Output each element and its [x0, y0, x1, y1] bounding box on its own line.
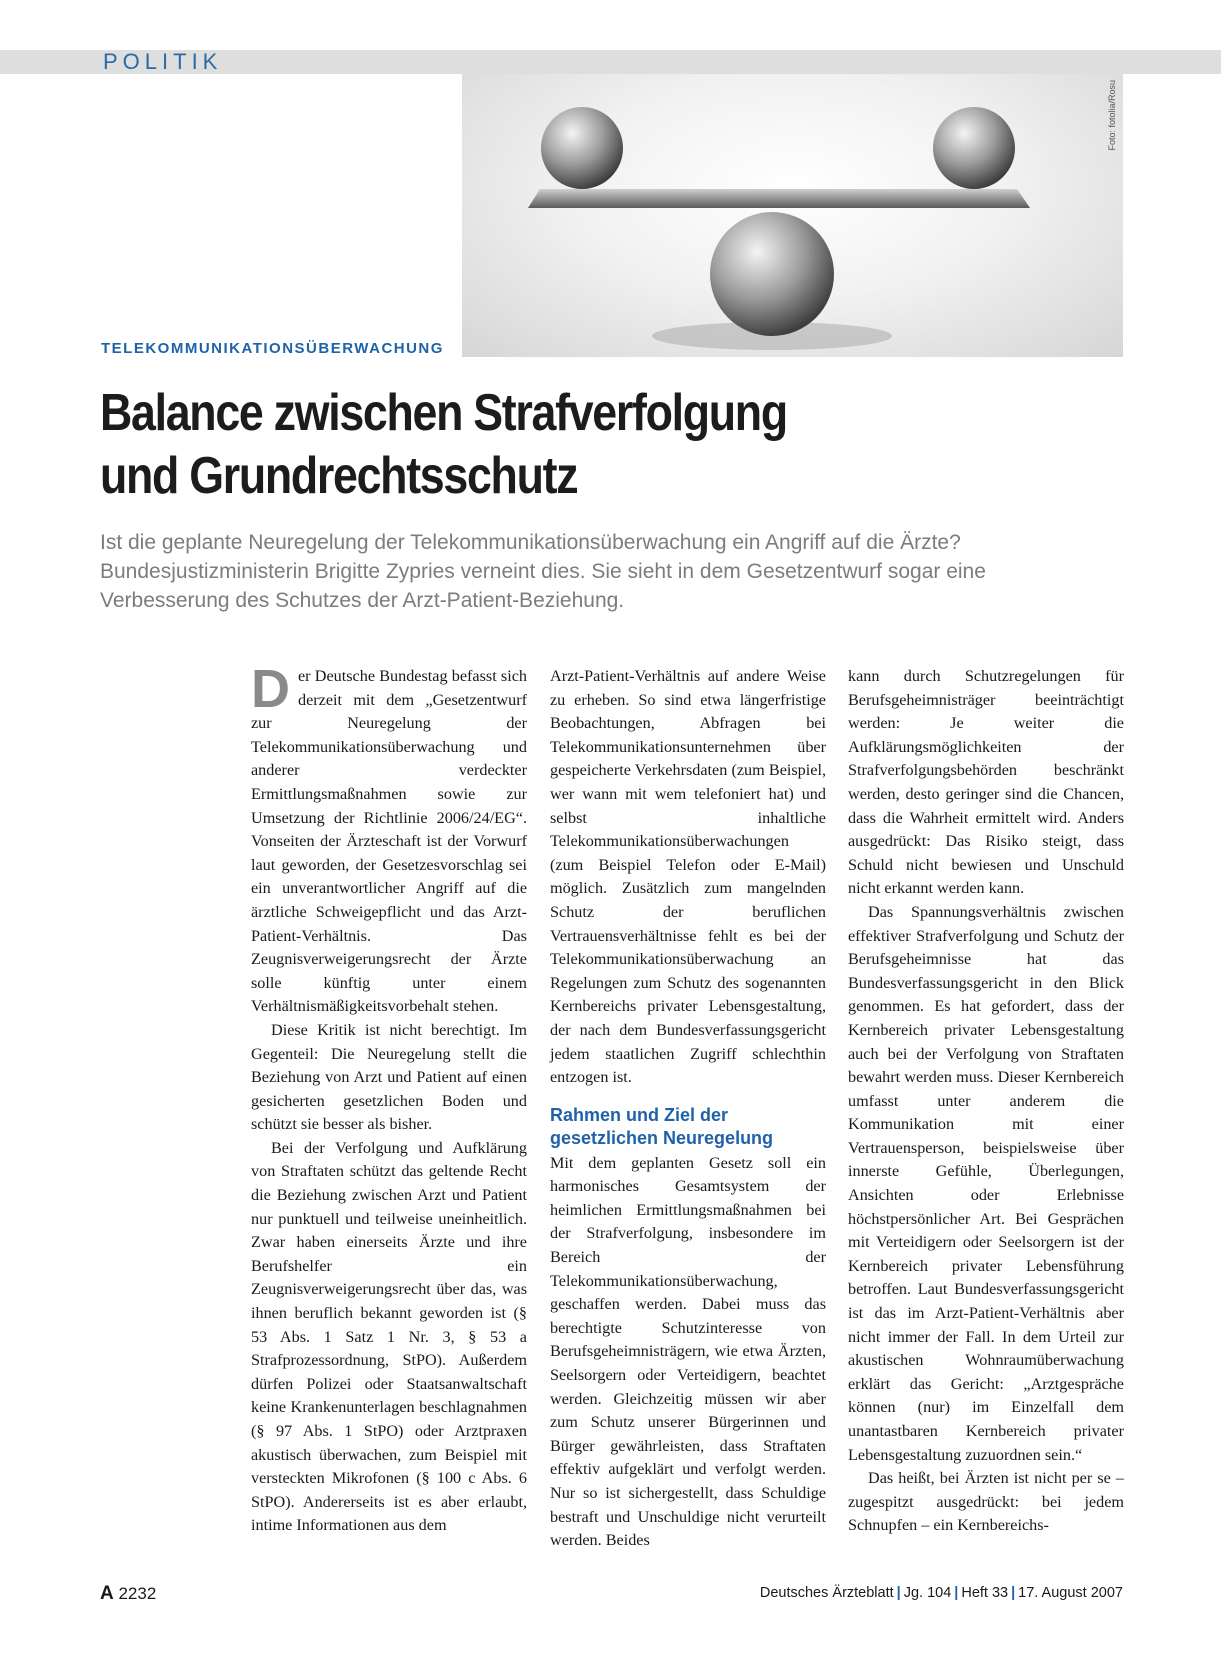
photo-credit: Foto: fotolia/Rosu — [1107, 80, 1117, 151]
page-prefix: A — [100, 1583, 114, 1604]
divider: | — [1011, 1585, 1016, 1601]
article-photo — [462, 74, 1123, 357]
journal-date: 17. August 2007 — [1018, 1585, 1123, 1601]
drop-cap: D — [251, 659, 290, 719]
kicker: TELEKOMMUNIKATIONSÜBERWACHUNG — [101, 340, 444, 357]
column-2 — [550, 665, 826, 1553]
body-paragraph: Das heißt, bei Ärzten ist nicht per se – zugespitzt ausgedrückt: bei jedem Schnupfen – ein Kernbereichs- — [848, 1469, 1124, 1535]
body-paragraph: Das Spannungsverhältnis zwischen effektiver Strafverfolgung und Schutz der Berufsgeheimnisse hat das Bundesverfassungsgericht in den Blick genommen. Es hat gefordert, dass der Kernbereich privater Lebensgestaltung auch bei der Verfolgung von Straftaten bewahrt werden muss. Dieser Kernbereich umfasst unter anderem die Kommunikation mit einer Vertrauensperson, beispielsweise über innerste Gefühle, Überlegungen, Ansichten oder Erlebnisse höchstpersönlicher Art. Bei Gesprächen mit Verteidigern oder Seelsorgern ist der Kernbereich privater Lebensführung betroffen. Laut Bundesverfassungsgericht ist das im Arzt-Patient-Verhältnis aber nicht immer der Fall. In dem Urteil zur akustischen Wohnraumüberwachung erklärt das Gericht: „Arztgespräche können (nur) im Einzelfall dem unantastbaren Kernbereich privater Lebensgestaltung zuzuordnen sein.“ — [848, 902, 1124, 1464]
journal-name: Deutsches Ärzteblatt — [759, 1585, 894, 1601]
divider: | — [896, 1585, 901, 1601]
journal-issue: Heft 33 — [961, 1585, 1009, 1601]
body-paragraph: Mit dem geplanten Gesetz soll ein harmonisches Gesamtsystem der heimlichen Ermittlungsmaßnahmen bei der Strafverfolgung, insbesondere im Bereich der Telekommunikationsüberwachung, geschaffen werden. Dabei muss das berechtigte Schutzinteresse von Berufsgeheimnisträgern, wie etwa Ärzten, Seelsorgern oder Verteidigern, beachtet werden. Gleichzeitig müssen wir aber zum Schutz unserer Bürgerinnen und Bürger gewährleisten, dass Straftaten effektiv aufgeklärt und verfolgt werden. Nur so ist sichergestellt, dass Schuldige bestraft und Unschuldige nicht verurteilt werden. Beides — [550, 1153, 826, 1550]
headline — [100, 382, 994, 508]
divider: | — [954, 1585, 959, 1601]
headline-line-1: Balance zwischen Strafverfolgung — [100, 384, 787, 442]
journal-volume: Jg. 104 — [903, 1585, 952, 1601]
body-paragraph — [251, 659, 527, 1019]
body-paragraph: kann durch Schutzregelungen für Berufsgeheimnisträger beeinträchtigt werden: Je weiter die Aufklärungsmöglichkeiten der Strafverfolgungsbehörden beschränkt werden, desto geringer sind die Chancen, dass die Wahrheit ermittelt wird. Anders ausgedrückt: Das Risiko steigt, dass Schuld nicht bewiesen und Unschuld nicht erkannt werden kann. — [848, 667, 1124, 898]
lead-paragraph: Ist die geplante Neuregelung der Telekommunikationsüberwachung ein Angriff auf die Ärzte? Bundesjustizministerin Brigitte Zypries verneint dies. Sie sieht in dem Gesetzentwurf sogar eine Verbesserung des Schutzes der Arzt-Patient-Beziehung. — [100, 531, 986, 612]
body-paragraph: Arzt-Patient-Verhältnis auf andere Weise zu erheben. So sind etwa längerfristige Beobachtungen, Abfragen bei Telekommunikationsunternehmen über gespeicherte Verkehrsdaten (zum Beispiel, wer wann mit wem telefoniert hat) und selbst inhaltliche Telekommunikationsüberwachungen (zum Beispiel Telefon oder E-Mail) möglich. Zusätzlich zum mangelnden Schutz der beruflichen Vertrauensverhältnisse fehlt es bei der Telekommunikationsüberwachung an Regelungen zum Schutz des sogenannten Kernbereichs privater Lebensgestaltung, der nach dem Bundesverfassungsgericht jedem staatlichen Zugriff schlechthin entzogen ist. — [550, 667, 826, 1087]
body-paragraph: Diese Kritik ist nicht berechtigt. Im Gegenteil: Die Neuregelung stellt die Beziehung von Arzt und Patient auf einen gesicherten gesetzlichen Boden und schützt sie besser als bisher. — [251, 1020, 527, 1134]
publication-info — [760, 1585, 1123, 1601]
headline-line-2: und Grundrechtsschutz — [100, 447, 578, 505]
column-3 — [848, 665, 1124, 1538]
page-number — [100, 1583, 156, 1605]
subheading: Rahmen und Ziel der gesetzlichen Neuregelung — [550, 1104, 774, 1148]
page-number-value: 2232 — [118, 1584, 157, 1603]
balance-illustration — [462, 74, 1123, 357]
section-label: POLITIK — [103, 49, 223, 74]
paragraph-text: er Deutsche Bundestag befasst sich derzeit mit dem „Gesetzentwurf zur Neuregelung der Telekommunikationsüberwachung und anderer verdeckter Ermittlungsmaßnahmen sowie zur Umsetzung der Richtlinie 2006/24/EG“. Vonseiten der Ärzteschaft ist der Vorwurf laut geworden, der Gesetzesvorschlag sei ein unverantwortlicher Angriff auf die ärztliche Schweigepflicht und das Arzt-Patient-Verhältnis. Das Zeugnisverweigerungsrecht der Ärzte solle künftig unter einem Verhältnismäßigkeitsvorbehalt stehen. — [251, 667, 527, 1016]
column-1 — [251, 659, 527, 1538]
body-paragraph: Bei der Verfolgung und Aufklärung von Straftaten schützt das geltende Recht die Beziehung zwischen Arzt und Patient nur punktuell und teilweise uneinheitlich. Zwar haben einerseits Ärzte und ihre Berufshelfer ein Zeugnisverweigerungsrecht über das, was ihnen beruflich bekannt geworden ist (§ 53 Abs. 1 Satz 1 Nr. 3, § 53 a Strafprozessordnung, StPO). Außerdem dürfen Polizei oder Staatsanwaltschaft keine Krankenunterlagen beschlagnahmen (§ 97 Abs. 1 StPO) oder Arztpraxen akustisch überwachen, zum Beispiel mit versteckten Mikrofonen (§ 100 c Abs. 6 StPO). Andererseits ist es aber erlaubt, intime Informationen aus dem — [251, 1138, 527, 1535]
